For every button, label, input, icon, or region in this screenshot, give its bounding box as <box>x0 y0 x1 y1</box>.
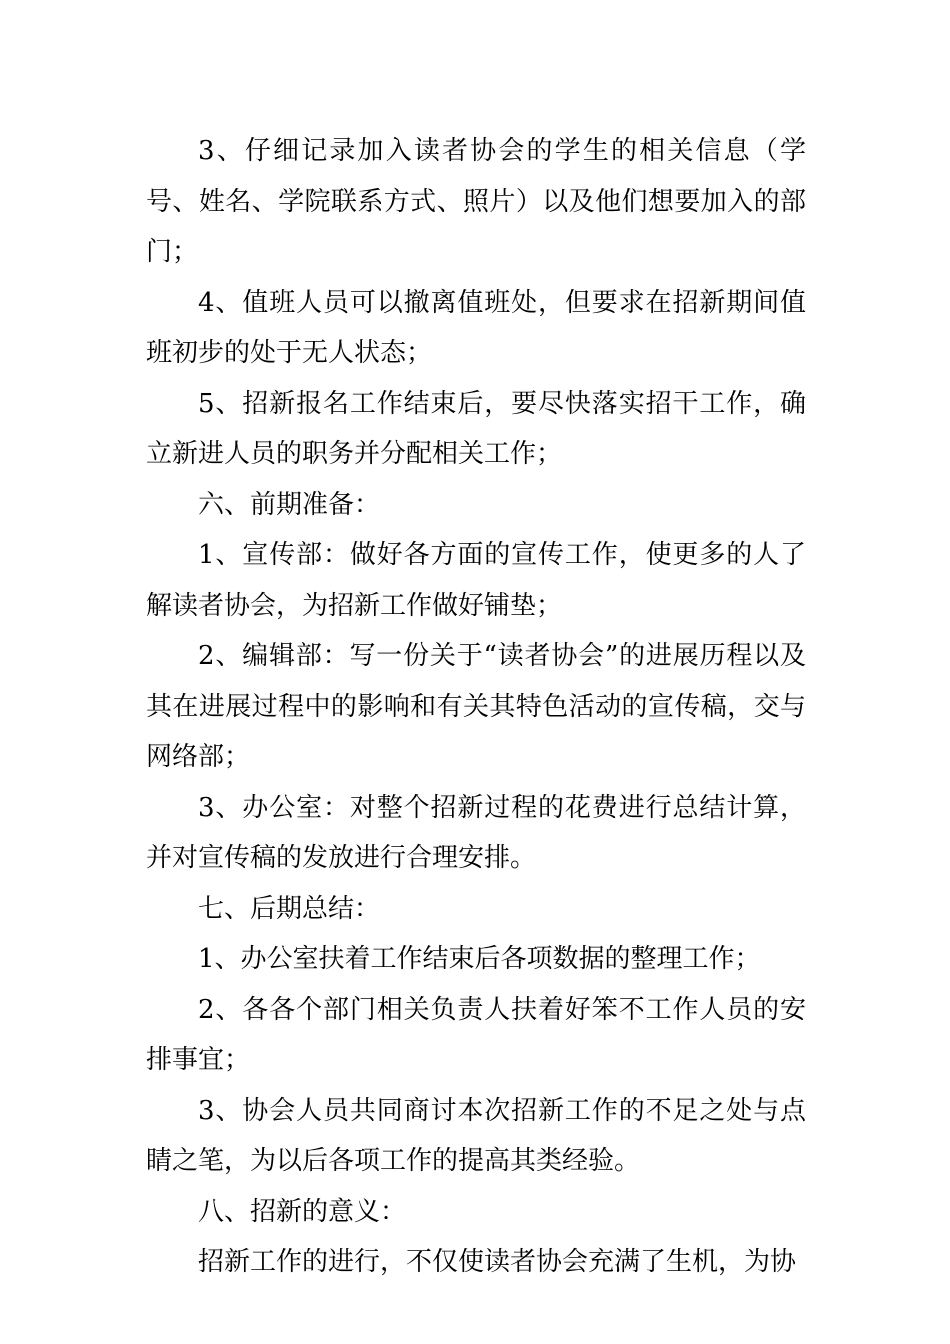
paragraph: 3、办公室：对整个招新过程的花费进行总结计算，并对宣传稿的发放进行合理安排。 <box>146 792 806 873</box>
section-heading: 六、前期准备： <box>198 489 381 520</box>
paragraph: 5、招新报名工作结束后，要尽快落实招干工作，确立新进人员的职务并分配相关工作； <box>146 388 806 469</box>
paragraph: 1、宣传部：做好各方面的宣传工作，使更多的人了解读者协会，为招新工作做好铺垫； <box>146 540 806 621</box>
section-heading: 八、招新的意义： <box>198 1196 407 1227</box>
section-heading: 七、后期总结： <box>198 893 381 924</box>
paragraph: 2、各各个部门相关负责人扶着好笨不工作人员的安排事宜； <box>146 994 806 1075</box>
document-body <box>146 126 806 1288</box>
paragraph: 4、值班人员可以撤离值班处，但要求在招新期间值班初步的处于无人状态； <box>146 287 806 368</box>
paragraph: 2、编辑部：写一份关于“读者协会”的进展历程以及其在进展过程中的影响和有关其特色活动的宣传稿，交与网络部； <box>146 641 806 772</box>
paragraph: 招新工作的进行，不仅使读者协会充满了生机，为协 <box>198 1247 797 1277</box>
paragraph: 3、协会人员共同商讨本次招新工作的不足之处与点睛之笔，为以后各项工作的提高其类经验。 <box>146 1095 806 1176</box>
paragraph: 3、仔细记录加入读者协会的学生的相关信息（学号、姓名、学院联系方式、照片）以及他们想要加入的部门； <box>146 136 806 267</box>
paragraph: 1、办公室扶着工作结束后各项数据的整理工作； <box>198 944 761 974</box>
